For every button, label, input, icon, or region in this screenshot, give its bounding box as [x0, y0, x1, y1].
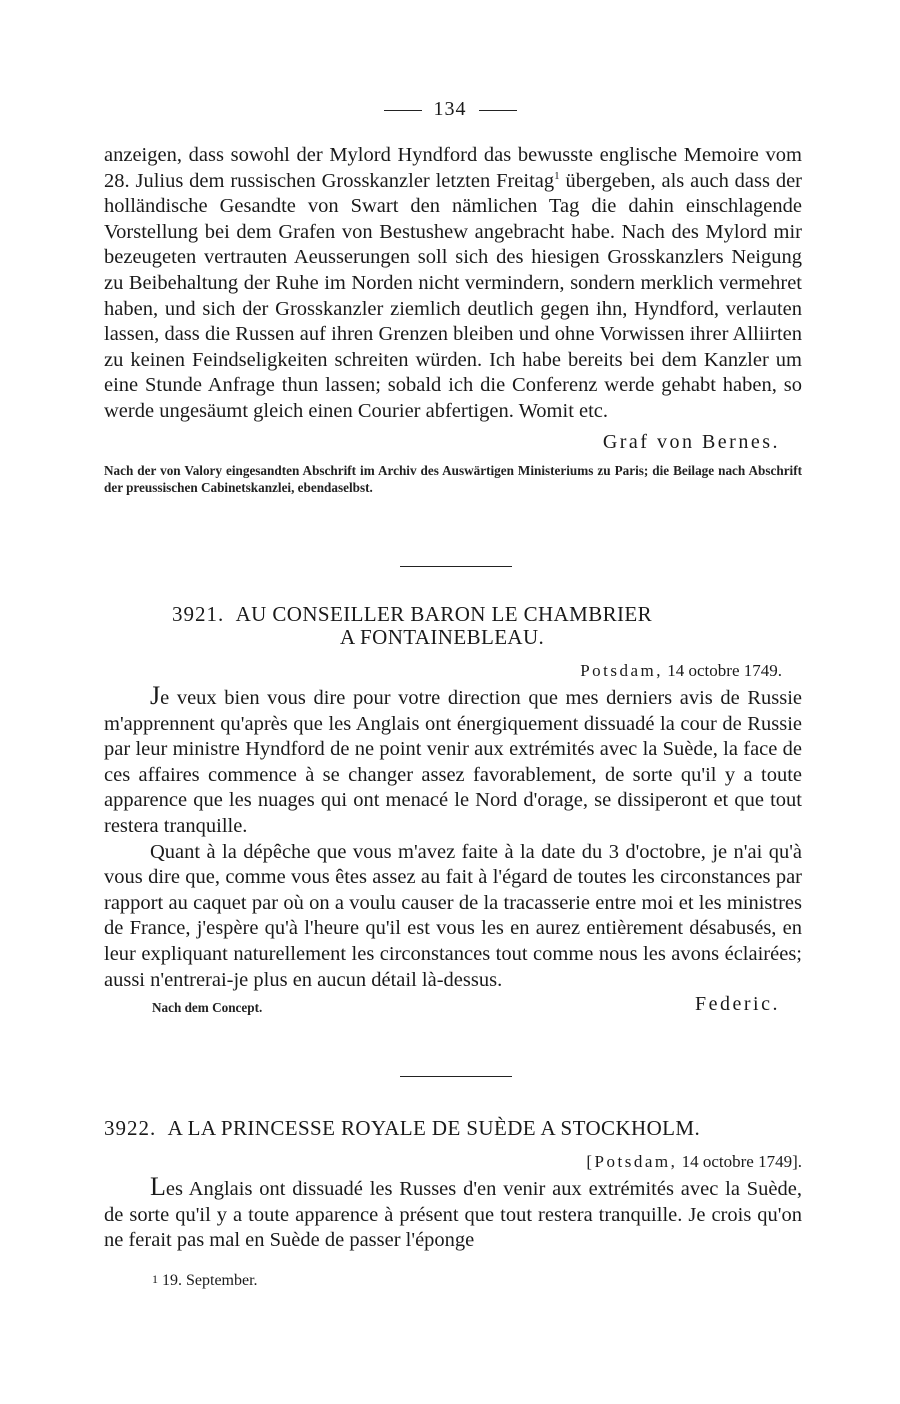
letter-3922-initial: L — [150, 1172, 166, 1201]
letter-3922 — [104, 1117, 802, 1254]
source-note-3921: Nach dem Concept. — [152, 1000, 263, 1016]
letter-3922-dateline — [104, 1152, 802, 1172]
letter-3922-para-1-text: es Anglais ont dissuadé les Russes d'en venir aux extrémités avec la Suède, de sorte qu'il y a toute apparence à présent que tout restera tranquille. Je crois qu'on ne ferait pas mal en Suède de passer l'éponge — [104, 1178, 802, 1252]
letter-3921-para-2: Quant à la dépêche que vous m'avez faite à la date du 3 d'octobre, je n'ai qu'à vous dire que, comme vous êtes assez au fait à l'égard de toutes les circonstances par rapport au caquet par où on a voulu causer de la tracasserie entre moi et les ministres de France, j'espère qu'à l'heure qu'il est vous les en aurez entièrement désabusés, en leur expliquant naturellement les circonstances tout comme nous les avons éclairées; aussi n'entrerai-je plus en aucun détail là-dessus. — [104, 840, 802, 991]
source-note-bernes: Nach der von Valory eingesandten Abschrift im Archiv des Auswärtigen Ministeriums zu Paris; die Beilage nach Abschrift der preussischen Cabinetskanzlei, ebendaselbst. — [104, 462, 802, 495]
footnote-ref: 1 — [554, 169, 560, 182]
previous-letter-text: anzeigen, dass sowohl der Mylord Hyndford das bewusste englische Memoire vom 28. Julius dem russischen Grosskanzler letzten Freitag — [104, 144, 802, 192]
letter-3921-closing — [104, 993, 802, 1019]
letter-3922-heading — [104, 1117, 802, 1140]
header-dash-left — [384, 110, 422, 111]
letter-3921 — [104, 603, 802, 1019]
letter-3921-para-1 — [104, 683, 802, 840]
footnote — [152, 1272, 552, 1290]
previous-letter-body — [104, 143, 802, 425]
page-number: 134 — [433, 98, 467, 120]
header-dash-right — [479, 110, 517, 111]
letter-3921-dateline — [104, 661, 782, 681]
letter-3922-number: 3922. — [104, 1116, 157, 1140]
previous-letter-text-rest: übergeben, als auch dass der holländische Gesandte von Swart den nämlichen Tag die dahin einschlagende Vorstellung bei dem Grafen von Bestushew angebracht habe. Nach des Mylord mir bezeugeten vertrauten Aeusserungen soll sich des hiesigen Grosskanzlers Neigung zu Beibehaltung der Ruhe im Norden nicht vermindern, sondern merklich vermehret haben, und sich der Grosskanzler ziemlich deutlich gegen ihn, Hyndford, verlauten lassen, dass die Russen auf ihren Grenzen bleiben und ohne Vorwissen ihrer Alliirten zu keinen Feindseligkeiten schreiten würden. Ich habe bereits bei dem Kanzler um eine Stunde Anfrage thun lassen; sobald ich die Conferenz werde gehabt haben, so werde ungesäumt gleich einen Courier abfertigen. Womit etc. — [104, 169, 803, 422]
letter-3921-initial: J — [150, 681, 161, 710]
letter-3921-para-1-text: e veux bien vous dire pour votre direction que mes derniers avis de Russie m'apprennent qu'après que les Anglais ont énergiquement dissuadé la cour de Russie par leur ministre Hyndford de ne point venir aux extrémités avec la Suède, la face de ces affaires commence à se changer assez favorablement, de sorte qu'il y a toute apparence que les nuages qui ont menacé le Nord d'orage, se dissiperont et que tout restera tranquille. — [104, 687, 802, 837]
letter-3921-number: 3921. — [172, 602, 225, 626]
letter-3921-place: Potsdam, — [580, 661, 664, 680]
section-divider-1 — [400, 566, 512, 567]
footnote-text — [152, 1272, 552, 1290]
letter-3922-heading-text: A LA PRINCESSE ROYALE DE SUÈDE A STOCKHOLM. — [167, 1116, 701, 1140]
signature-federic: Federic. — [695, 993, 780, 1016]
letter-3921-heading — [104, 603, 802, 626]
signature-bernes: Graf von Bernes. — [602, 430, 780, 453]
letter-3922-place: [Potsdam, — [586, 1152, 678, 1171]
previous-letter — [104, 143, 802, 496]
letter-3921-date: 14 octobre 1749. — [663, 661, 782, 680]
letter-3921-heading-2: A FONTAINEBLEAU. — [340, 625, 545, 649]
letter-3922-para-1 — [104, 1174, 802, 1254]
letter-3922-date: 14 octobre 1749]. — [677, 1152, 802, 1171]
letter-3921-heading-line1: AU CONSEILLER BARON LE CHAMBRIER — [235, 602, 653, 626]
footnote-marker: 1 — [152, 1272, 158, 1286]
page-header — [0, 98, 900, 121]
footnote-body: 19. September. — [158, 1272, 258, 1289]
section-divider-2 — [400, 1076, 512, 1077]
